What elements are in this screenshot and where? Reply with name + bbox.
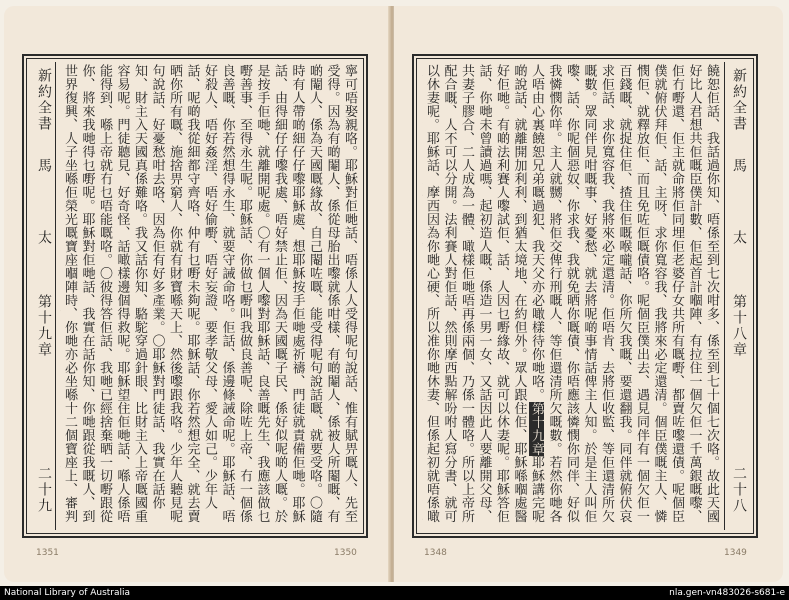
left-gospel-char-2: 太 [36,230,52,246]
library-footer-bar [0,586,789,600]
right-page-frame [412,54,758,538]
right-page [393,6,783,582]
left-corner-mark-1: 1351 [36,548,59,558]
record-identifier: nla.gen-vn483026-s681-e [669,588,785,598]
library-name: National Library of Australia [4,588,131,598]
right-gospel-char-2: 太 [731,230,747,246]
right-body-text [422,64,720,528]
right-gospel-char-1: 馬 [731,158,747,174]
right-page-header-column [724,62,750,530]
chapter-19-marker: 第十九章 [529,401,544,456]
left-page-number: 二十九 [36,466,52,514]
left-gospel-char-1: 馬 [36,158,52,174]
left-page-header-column [30,62,56,530]
right-corner-mark-2: 1349 [724,548,747,558]
left-book-title: 新約全書 [36,68,52,132]
right-chapter-label: 第十八章 [731,294,747,358]
left-chapter-label: 第十九章 [36,294,52,358]
right-page-number: 二十八 [731,466,747,514]
left-page [4,6,390,582]
right-book-title: 新約全書 [731,68,747,132]
right-body-part-1: 饒恕佢話、我話過你知、唔係至到七次咁多、係至到七十個七次咯。故此天國好比人君想共佢嘅臣僕計數、佢起首計嗰陣、有拉住一個欠佢一千萬銀嘅嚟、佢冇嘢還、佢主就命將佢同埋佢老婆仔女共所有嘅嘢、都賣咗嚟還債。呢個臣僕就俯伏拜佢、話、主呀、求你寬容我、我將來必定還清。個臣僕嘅主人、憐憫佢、就釋放佢、而且免咗佢嘅債咯。呢個臣僕出去、遇見同伴有一個欠佢一百錢嘅、就捉住佢、揸住佢嘅喉嚨話、你所欠我嘅、要還翻我。同伴就俯伏哀求佢話、求你寬容我、我將來必定還清。佢唔肯、去將佢收監、等佢還清所欠嘅數。眾同伴見咁嘅事、好憂愁、就去將呢啲事情話俾主人知。於是主人叫佢嚟、話、你呢個惡奴、你求我、我就免晒你嘅債、你唔應該憐憫你同伴、好似我憐憫你咩。主人就嬲、將佢交俾行刑嘅人、等佢還清所欠嘅數。若然你哋各人唔由心裏饒恕兄弟嘅過犯、我天父亦必噉樣待你哋咯。 [529,64,719,523]
right-body-part-2: 耶穌講完呢啲說話、就離開加利利、到猶太境地、在約但外。眾人跟住佢、耶穌喺嗰處醫好佢哋。有啲法利賽人嚟試佢、話、人因乜嘢緣故、就可以休妻呢。耶穌答佢話、你哋未曾讀過嗎、起初造人嘅、係造一男一女、又話因此人要離開父母、共妻子膠合、二人成為一體、噉樣佢哋唔再係兩個、乃係一體咯。所以上帝所配合嘅、人不可以分開。法利賽人對佢話、然則摩西點解吩咐人寫分書、就可以休妻呢。耶穌話、摩西因為你哋心硬、所以准你哋休妻、但係起初就唔係噉 [424,64,544,523]
left-body-text: 寧可唔娶親咯。耶穌對佢哋話、唔係人人受得呢句說話、惟有賦畀嘅人、先至受得。因為有啲閹人、係從母胎出嚟就係咁樣、有啲閹人、係被人所閹嘅、有啲閹人、係為天國嘅緣故、自己閹咗嘅、能受得呢句說話嘅、就要受咯。〇隨時有人帶啲細仔仔嚟耶穌處、想耶穌按手佢哋處祈禱、門徒就責備佢哋。耶穌話、由得細仔仔嚟我處、唔好禁止佢、因為天國嘅子民、係好似呢啲人嘅。於是按手佢哋、就離開呢處。〇有一個人嚟對耶穌話、良善嘅先生、我應該做乜嘢善事、至得永生呢。耶穌話、你做乜嘢叫我做良善呢、除咗上帝、冇一個係良善嘅、你若然想得永生、就要守誡命咯。佢話、係邊條誡命呢。耶穌話、唔好殺人、唔好姦淫、唔好偷嘢、唔好妄證、要孝敬父母、愛人如己。少年人話、呢啲我從細都守齊咯、仲有乜嘢未夠呢。耶穌話、你若然想完全、就去賣晒你所有嘅、施捨畀窮人、你就有財寶喺天上、然後嚟跟我咯。少年人聽見呢句說話、好憂愁咁去咯、因為佢有好多產業。〇耶穌對門徒話、我實在話你知、財主入天國真係難咯。我又話你知、駱駝穿過針眼、比財主入上帝嘅國重容易呢。門徒聽見、好奇怪、話噉樣邊個得救呢。耶穌望住佢哋話、喺人係唔能得到、喺上帝就冇乜唔能嘅咯。〇彼得答佢話、我哋已經捨棄晒一切嘢跟從你、將來我哋得乜嘢呢。耶穌對佢哋話、我實在話你知、你哋跟從我嘅人、到世界復興、人子坐喺佢榮光嘅寶座嗰陣時、你哋亦必坐喺十二個寶座上、審判 [62,64,357,523]
right-corner-mark-1: 1348 [424,548,447,558]
left-corner-mark-2: 1350 [334,548,357,558]
left-page-frame [22,54,368,538]
